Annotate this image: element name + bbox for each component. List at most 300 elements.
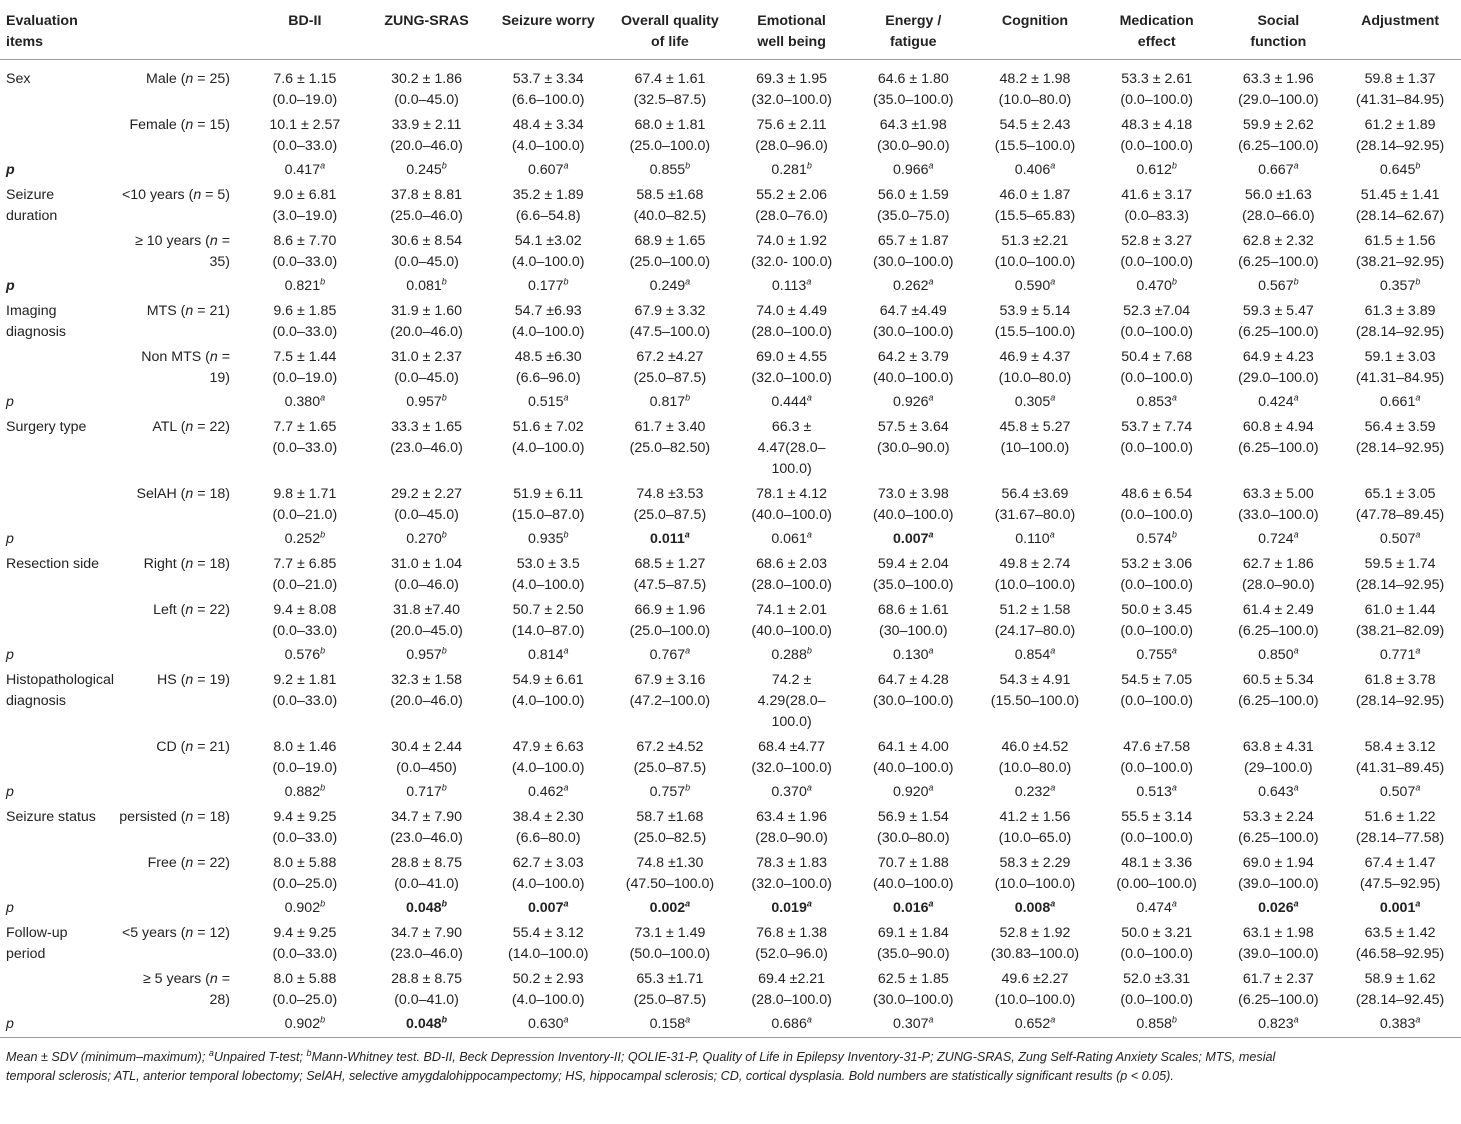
p-value-cell <box>731 644 853 668</box>
row-label: Resection side <box>6 556 100 572</box>
value-cell: 63.3 ± 5.00 (33.0–100.0) <box>1238 486 1319 523</box>
value-cell: 53.2 ± 3.06 (0.0–100.0) <box>1120 556 1193 593</box>
value-cell: 38.4 ± 2.30 (6.6–80.0) <box>512 809 584 846</box>
p-value-test-marker: b <box>441 645 447 656</box>
p-value: 0.158 <box>649 1016 686 1032</box>
p-value-test-marker: a <box>1293 782 1299 793</box>
row-group: Male (n = 25) <box>146 71 230 87</box>
p-value-cell <box>1096 1013 1218 1038</box>
row-group: <10 years (n = 5) <box>121 187 230 203</box>
header-group <box>113 0 244 60</box>
p-value-test-marker: a <box>806 276 812 287</box>
p-value-cell <box>487 275 609 299</box>
p-value-cell <box>487 528 609 552</box>
value-cell: 74.0 ± 4.49 (28.0–100.0) <box>751 303 832 340</box>
p-value: 0.920 <box>893 784 929 800</box>
p-value-test-marker: a <box>1415 898 1421 909</box>
p-value-test-marker: a <box>928 1014 934 1025</box>
value-cell: 65.7 ± 1.87 (30.0–100.0) <box>873 233 954 270</box>
value-cell: 41.6 ± 3.17 (0.0–83.3) <box>1121 187 1193 224</box>
value-cell: 68.5 ± 1.27 (47.5–87.5) <box>633 556 707 593</box>
p-value-cell <box>609 159 731 183</box>
p-value-test-marker: b <box>806 160 812 171</box>
p-value-test-marker: a <box>806 392 812 403</box>
p-value: 0.110 <box>1015 531 1050 547</box>
value-cell: 31.8 ±7.40 (20.0–45.0) <box>390 602 463 639</box>
value-cell: 9.6 ± 1.85 (0.0–33.0) <box>272 303 338 340</box>
p-value: 0.470 <box>1136 278 1172 294</box>
p-value-test-marker: b <box>441 276 447 287</box>
value-cell: 68.0 ± 1.81 (25.0–100.0) <box>629 117 711 154</box>
p-value: 0.019 <box>771 900 807 916</box>
p-value-cell <box>1218 644 1340 668</box>
value-cell: 61.3 ± 3.89 (28.14–92.95) <box>1355 303 1445 340</box>
row-label <box>0 113 113 159</box>
header-col-4: Overall quality of life <box>609 0 731 60</box>
p-value-cell <box>609 528 731 552</box>
row-group: <5 years (n = 12) <box>121 925 230 941</box>
p-value-test-marker: a <box>1050 276 1056 287</box>
p-value-cell <box>1339 275 1461 299</box>
value-cell: 64.2 ± 3.79 (40.0–100.0) <box>873 349 954 386</box>
p-value-cell <box>1096 644 1218 668</box>
p-value-test-marker: b <box>320 898 326 909</box>
value-cell: 64.7 ±4.49 (30.0–100.0) <box>873 303 954 340</box>
empty-cell <box>113 275 244 299</box>
value-cell: 61.8 ± 3.78 (28.14–92.95) <box>1355 672 1445 709</box>
p-value-test-marker: b <box>441 160 447 171</box>
p-value-test-marker: b <box>1171 276 1177 287</box>
p-value: 0.305 <box>1014 394 1051 410</box>
p-value-test-marker: b <box>320 782 326 793</box>
p-value-test-marker: b <box>441 392 447 403</box>
p-value-cell <box>1096 391 1218 415</box>
p-value-test-marker: a <box>563 160 569 171</box>
p-value-test-marker: b <box>1415 160 1421 171</box>
table-row <box>0 851 1461 897</box>
value-cell: 58.9 ± 1.62 (28.14–92.45) <box>1355 971 1445 1008</box>
value-cell: 58.3 ± 2.29 (10.0–100.0) <box>994 855 1076 892</box>
p-value-cell <box>609 897 731 921</box>
value-cell: 74.1 ± 2.01 (40.0–100.0) <box>751 602 832 639</box>
row-group: persisted (n = 18) <box>119 809 230 825</box>
p-label: p <box>6 278 15 294</box>
value-cell: 47.9 ± 6.63 (4.0–100.0) <box>511 739 585 776</box>
table-row <box>0 113 1461 159</box>
p-value: 0.370 <box>771 784 807 800</box>
p-value-cell <box>366 781 488 805</box>
value-cell: 51.6 ± 1.22 (28.14–77.58) <box>1355 809 1445 846</box>
p-value: 0.007 <box>893 531 929 547</box>
p-value-test-marker: a <box>1415 1014 1421 1025</box>
p-value: 0.630 <box>527 1016 564 1032</box>
p-value-cell <box>609 644 731 668</box>
value-cell: 8.0 ± 1.46 (0.0–19.0) <box>272 739 338 776</box>
p-value-row <box>0 528 1461 552</box>
p-label: p <box>6 647 14 663</box>
p-value-cell <box>366 275 488 299</box>
value-cell: 51.6 ± 7.02 (4.0–100.0) <box>511 419 585 456</box>
value-cell: 63.3 ± 1.96 (29.0–100.0) <box>1238 71 1319 108</box>
value-cell: 64.9 ± 4.23 (29.0–100.0) <box>1238 349 1319 386</box>
p-value-cell <box>974 644 1096 668</box>
p-value-test-marker: b <box>441 782 447 793</box>
p-value-test-marker: a <box>806 898 812 909</box>
value-cell: 52.0 ±3.31 (0.0–100.0) <box>1120 971 1193 1008</box>
value-cell: 31.0 ± 2.37 (0.0–45.0) <box>391 349 462 386</box>
p-value-cell <box>366 1013 488 1038</box>
value-cell: 53.3 ± 2.24 (6.25–100.0) <box>1238 809 1319 846</box>
value-cell: 60.5 ± 5.34 (6.25–100.0) <box>1238 672 1319 709</box>
p-value-cell <box>609 1013 731 1038</box>
p-value-cell <box>366 391 488 415</box>
p-value-test-marker: a <box>1050 1014 1056 1025</box>
value-cell: 63.4 ± 1.96 (28.0–90.0) <box>755 809 828 846</box>
header-col-6: Energy / fatigue <box>852 0 974 60</box>
p-value-row <box>0 1013 1461 1038</box>
p-value: 0.507 <box>1379 531 1416 547</box>
row-group: MTS (n = 21) <box>146 303 230 319</box>
p-value-cell <box>1218 391 1340 415</box>
p-value: 0.771 <box>1379 647 1416 663</box>
p-value-cell <box>974 1013 1096 1038</box>
p-value: 0.717 <box>406 784 442 800</box>
value-cell: 52.3 ±7.04 (0.0–100.0) <box>1120 303 1193 340</box>
row-label: Follow-up period <box>6 925 68 962</box>
value-cell: 58.5 ±1.68 (40.0–82.5) <box>633 187 707 224</box>
value-cell: 62.5 ± 1.85 (30.0–100.0) <box>873 971 954 1008</box>
p-value-test-marker: a <box>1050 898 1056 909</box>
p-value-cell <box>1218 528 1340 552</box>
value-cell: 51.2 ± 1.58 (24.17–80.0) <box>994 602 1076 639</box>
value-cell: 53.7 ± 7.74 (0.0–100.0) <box>1120 419 1193 456</box>
row-group: Non MTS (n = 19) <box>141 349 230 386</box>
footnote-cell <box>0 1038 1461 1087</box>
p-value-cell <box>974 528 1096 552</box>
value-cell: 53.0 ± 3.5 (4.0–100.0) <box>511 556 585 593</box>
row-label <box>0 598 113 644</box>
value-cell: 48.5 ±6.30 (6.6–96.0) <box>514 349 582 386</box>
p-value-cell <box>731 159 853 183</box>
empty-cell <box>113 897 244 921</box>
value-cell: 69.0 ± 1.94 (39.0–100.0) <box>1238 855 1319 892</box>
p-label: p <box>6 1016 14 1032</box>
p-value-test-marker: b <box>685 392 691 403</box>
value-cell: 35.2 ± 1.89 (6.6–54.8) <box>512 187 584 224</box>
p-value: 0.130 <box>893 647 929 663</box>
p-value-test-marker: a <box>1171 898 1177 909</box>
value-cell: 32.3 ± 1.58 (20.0–46.0) <box>390 672 463 709</box>
value-cell: 48.6 ± 6.54 (0.0–100.0) <box>1120 486 1193 523</box>
p-value-test-marker: a <box>563 1014 569 1025</box>
p-value-test-marker: a <box>1415 782 1421 793</box>
p-value-cell <box>244 1013 366 1038</box>
value-cell: 53.9 ± 5.14 (15.5–100.0) <box>994 303 1076 340</box>
p-value-test-marker: a <box>1415 645 1421 656</box>
p-value: 0.957 <box>406 394 442 410</box>
p-value: 0.926 <box>893 394 929 410</box>
value-cell: 69.3 ± 1.95 (32.0–100.0) <box>751 71 832 108</box>
p-value-test-marker: b <box>1171 529 1177 540</box>
p-value-row <box>0 644 1461 668</box>
value-cell: 61.5 ± 1.56 (38.21–92.95) <box>1355 233 1445 270</box>
p-value-cell <box>974 897 1096 921</box>
value-cell: 64.3 ±1.98 (30.0–90.0) <box>876 117 950 154</box>
value-cell: 74.2 ± 4.29(28.0– 100.0) <box>757 672 826 730</box>
p-value-test-marker: a <box>1050 645 1056 656</box>
p-value-cell <box>731 1013 853 1038</box>
p-value: 0.249 <box>649 278 686 294</box>
value-cell: 78.1 ± 4.12 (40.0–100.0) <box>751 486 832 523</box>
value-cell: 49.6 ±2.27 (10.0–100.0) <box>994 971 1076 1008</box>
p-value: 0.858 <box>1136 1016 1172 1032</box>
p-value-test-marker: a <box>685 645 691 656</box>
value-cell: 69.0 ± 4.55 (32.0–100.0) <box>751 349 832 386</box>
p-value: 0.661 <box>1379 394 1416 410</box>
row-label: Histopathological diagnosis <box>6 672 115 709</box>
p-value-cell <box>1096 275 1218 299</box>
p-value: 0.817 <box>649 394 686 410</box>
p-value-test-marker: a <box>1049 529 1055 540</box>
p-value: 0.576 <box>284 647 321 663</box>
value-cell: 50.2 ± 2.93 (4.0–100.0) <box>511 971 585 1008</box>
value-cell: 56.9 ± 1.54 (30.0–80.0) <box>876 809 950 846</box>
p-value-test-marker: a <box>563 392 569 403</box>
value-cell: 55.5 ± 3.14 (0.0–100.0) <box>1120 809 1193 846</box>
footnote-text-1b: Unpaired T-test; <box>213 1050 307 1064</box>
p-value-cell <box>366 897 488 921</box>
p-value-test-marker: a <box>563 898 569 909</box>
p-value: 0.686 <box>771 1016 807 1032</box>
value-cell: 30.2 ± 1.86 (0.0–45.0) <box>391 71 462 108</box>
table-footnote <box>0 1038 1461 1087</box>
value-cell: 31.9 ± 1.60 (20.0–46.0) <box>390 303 463 340</box>
value-cell: 54.5 ± 2.43 (15.5–100.0) <box>994 117 1076 154</box>
value-cell: 69.4 ±2.21 (28.0–100.0) <box>751 971 832 1008</box>
p-value-test-marker: a <box>1415 392 1421 403</box>
row-group: Female (n = 15) <box>129 117 230 133</box>
p-value: 0.270 <box>406 531 442 547</box>
table-row <box>0 668 1461 735</box>
p-value-test-marker: b <box>563 529 569 540</box>
row-label: Seizure duration <box>6 187 58 224</box>
p-value-cell <box>974 781 1096 805</box>
value-cell: 74.0 ± 1.92 (32.0- 100.0) <box>750 233 833 270</box>
p-value-test-marker: b <box>320 645 326 656</box>
p-value: 0.667 <box>1258 162 1294 178</box>
p-value-row <box>0 391 1461 415</box>
p-value-cell <box>487 644 609 668</box>
value-cell: 67.4 ± 1.47 (47.5–92.95) <box>1359 855 1441 892</box>
value-cell: 61.7 ± 2.37 (6.25–100.0) <box>1238 971 1319 1008</box>
p-value: 0.767 <box>649 647 686 663</box>
p-value: 0.855 <box>649 162 686 178</box>
p-value: 0.081 <box>406 278 442 294</box>
table-row <box>0 60 1461 114</box>
p-value: 0.507 <box>1379 784 1416 800</box>
value-cell: 61.2 ± 1.89 (28.14–92.95) <box>1355 117 1445 154</box>
p-value-cell <box>1218 897 1340 921</box>
value-cell: 49.8 ± 2.74 (10.0–100.0) <box>994 556 1076 593</box>
p-value-test-marker: a <box>928 276 934 287</box>
p-value-cell <box>852 644 974 668</box>
value-cell: 60.8 ± 4.94 (6.25–100.0) <box>1238 419 1319 456</box>
header-col-9: Social function <box>1218 0 1340 60</box>
value-cell: 56.4 ±3.69 (31.67–80.0) <box>994 486 1076 523</box>
value-cell: 51.3 ±2.21 (10.0–100.0) <box>994 233 1076 270</box>
p-value-cell <box>366 528 488 552</box>
p-value: 0.612 <box>1136 162 1172 178</box>
p-value-cell <box>1339 781 1461 805</box>
table-row <box>0 967 1461 1013</box>
header-evaluation-items: Evaluation items <box>0 0 113 60</box>
value-cell: 9.0 ± 6.81 (3.0–19.0) <box>272 187 338 224</box>
p-value-test-marker: b <box>685 782 691 793</box>
value-cell: 34.7 ± 7.90 (23.0–46.0) <box>390 809 463 846</box>
p-value-cell <box>1339 644 1461 668</box>
row-label: Imaging diagnosis <box>6 303 66 340</box>
p-value-cell <box>1218 275 1340 299</box>
p-value: 0.724 <box>1258 531 1294 547</box>
p-value-cell <box>1096 528 1218 552</box>
p-value: 0.048 <box>406 900 442 916</box>
p-value-row <box>0 781 1461 805</box>
value-cell: 67.2 ±4.27 (25.0–87.5) <box>633 349 707 386</box>
p-value: 0.424 <box>1258 394 1294 410</box>
value-cell: 67.9 ± 3.16 (47.2–100.0) <box>629 672 711 709</box>
value-cell: 61.4 ± 2.49 (6.25–100.0) <box>1238 602 1319 639</box>
row-group: HS (n = 19) <box>157 672 230 688</box>
p-value: 0.177 <box>527 278 564 294</box>
value-cell: 57.5 ± 3.64 (30.0–90.0) <box>876 419 950 456</box>
table-row <box>0 805 1461 851</box>
row-label: Seizure status <box>6 809 96 825</box>
value-cell: 78.3 ± 1.83 (32.0–100.0) <box>751 855 832 892</box>
value-cell: 50.0 ± 3.21 (0.0–100.0) <box>1120 925 1193 962</box>
p-value-cell <box>852 781 974 805</box>
p-value-cell <box>1339 528 1461 552</box>
p-value-test-marker: a <box>928 392 934 403</box>
p-value: 0.850 <box>1258 647 1294 663</box>
p-value: 0.252 <box>284 531 321 547</box>
p-value: 0.048 <box>406 1016 442 1032</box>
p-value-test-marker: a <box>320 160 326 171</box>
p-value: 0.574 <box>1136 531 1172 547</box>
p-value-test-marker: a <box>806 782 812 793</box>
p-value: 0.854 <box>1014 647 1051 663</box>
p-value-cell <box>487 781 609 805</box>
footnote-text-1a: Mean ± SDV (minimum–maximum); <box>6 1050 209 1064</box>
p-value-test-marker: a <box>928 898 934 909</box>
p-value: 0.002 <box>649 900 686 916</box>
value-cell: 51.45 ± 1.41 (28.14–62.67) <box>1355 187 1445 224</box>
p-value: 0.814 <box>527 647 564 663</box>
value-cell: 29.2 ± 2.27 (0.0–45.0) <box>391 486 462 523</box>
value-cell: 63.8 ± 4.31 (29–100.0) <box>1242 739 1314 776</box>
header-row <box>0 0 1461 60</box>
row-label <box>0 345 113 391</box>
p-value-cell <box>487 391 609 415</box>
value-cell: 48.2 ± 1.98 (10.0–80.0) <box>998 71 1072 108</box>
value-cell: 55.4 ± 3.12 (14.0–100.0) <box>507 925 589 962</box>
empty-cell <box>113 1013 244 1038</box>
p-value: 0.652 <box>1014 1016 1051 1032</box>
header-col-10: Adjustment <box>1339 0 1461 60</box>
value-cell: 46.9 ± 4.37 (10.0–80.0) <box>998 349 1072 386</box>
p-value-test-marker: b <box>806 645 812 656</box>
table-row <box>0 229 1461 275</box>
value-cell: 48.4 ± 3.34 (4.0–100.0) <box>511 117 585 154</box>
p-value: 0.026 <box>1258 900 1294 916</box>
value-cell: 54.7 ±6.93 (4.0–100.0) <box>511 303 585 340</box>
p-value-cell <box>244 897 366 921</box>
value-cell: 55.2 ± 2.06 (28.0–76.0) <box>755 187 828 224</box>
p-value: 0.567 <box>1258 278 1294 294</box>
value-cell: 64.7 ± 4.28 (30.0–100.0) <box>873 672 954 709</box>
p-value-test-marker: a <box>928 160 934 171</box>
p-value-test-marker: b <box>1171 160 1177 171</box>
p-value-test-marker: b <box>1293 276 1299 287</box>
value-cell: 56.0 ± 1.59 (35.0–75.0) <box>876 187 950 224</box>
p-value-cell <box>852 391 974 415</box>
p-value: 0.232 <box>1014 784 1051 800</box>
value-cell: 69.1 ± 1.84 (35.0–90.0) <box>876 925 950 962</box>
p-value-test-marker: b <box>320 529 326 540</box>
value-cell: 48.1 ± 3.36 (0.00–100.0) <box>1116 855 1197 892</box>
p-value-cell <box>852 897 974 921</box>
table-row <box>0 735 1461 781</box>
p-value-cell <box>1096 897 1218 921</box>
p-value-test-marker: a <box>1293 645 1299 656</box>
p-value: 0.406 <box>1014 162 1051 178</box>
value-cell: 75.6 ± 2.11 (28.0–96.0) <box>755 117 828 154</box>
p-value: 0.645 <box>1379 162 1416 178</box>
value-cell: 66.3 ± 4.47(28.0– 100.0) <box>757 419 826 477</box>
value-cell: 9.8 ± 1.71 (0.0–21.0) <box>272 486 338 523</box>
header-col-8: Medication effect <box>1096 0 1218 60</box>
row-group: Free (n = 22) <box>147 855 230 871</box>
value-cell: 59.1 ± 3.03 (41.31–84.95) <box>1355 349 1445 386</box>
value-cell: 30.4 ± 2.44 (0.0–450) <box>391 739 462 776</box>
p-value-cell <box>366 644 488 668</box>
p-value-test-marker: b <box>685 160 691 171</box>
row-group: ≥ 5 years (n = 28) <box>142 971 230 1008</box>
row-label <box>0 851 113 897</box>
p-value: 0.755 <box>1136 647 1172 663</box>
value-cell: 66.9 ± 1.96 (25.0–100.0) <box>629 602 711 639</box>
p-value-test-marker: b <box>441 1014 448 1025</box>
p-value-test-marker: a <box>684 529 690 540</box>
footnote-sup-b: b <box>306 1047 312 1058</box>
row-label <box>0 735 113 781</box>
p-label: p <box>6 900 14 916</box>
p-value: 0.262 <box>893 278 929 294</box>
p-value: 0.474 <box>1136 900 1172 916</box>
p-value-cell <box>974 275 1096 299</box>
p-value-test-marker: a <box>1293 1014 1299 1025</box>
value-cell: 62.8 ± 2.32 (6.25–100.0) <box>1238 233 1319 270</box>
p-value-test-marker: a <box>685 276 691 287</box>
p-value-test-marker: a <box>1293 160 1299 171</box>
value-cell: 58.7 ±1.68 (25.0–82.5) <box>633 809 707 846</box>
p-value-test-marker: b <box>320 276 326 287</box>
value-cell: 51.9 ± 6.11 (15.0–87.0) <box>511 486 585 523</box>
p-value: 0.590 <box>1014 278 1051 294</box>
p-value-test-marker: a <box>1171 645 1177 656</box>
p-value-test-marker: b <box>441 898 448 909</box>
p-value-cell <box>974 391 1096 415</box>
value-cell: 53.7 ± 3.34 (6.6–100.0) <box>511 71 585 108</box>
